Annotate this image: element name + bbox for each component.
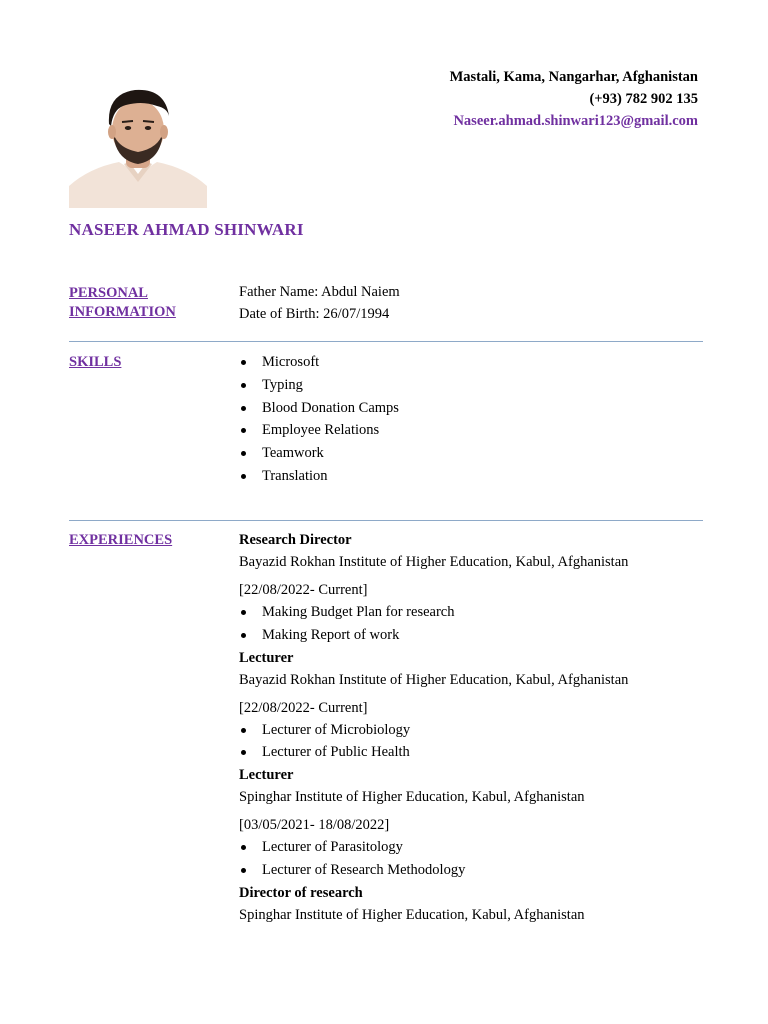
duty-item: Lecturer of Parasitology: [239, 836, 709, 859]
section-label-personal: PERSONAL INFORMATION: [69, 285, 176, 320]
email-link[interactable]: Naseer.ahmad.shinwari123@gmail.com: [453, 113, 698, 129]
job-duties: [239, 719, 709, 765]
duty-item: Lecturer of Public Health: [239, 741, 709, 764]
bullet-icon: [241, 633, 246, 638]
section-divider: [69, 520, 703, 521]
job-title: Lecturer: [239, 649, 294, 666]
bullet-icon: [241, 750, 246, 755]
job-date: [03/05/2021- 18/08/2022]: [239, 817, 390, 834]
bullet-icon: [241, 360, 246, 365]
job-entry: [239, 882, 709, 926]
section-label-experiences: EXPERIENCES: [69, 532, 173, 548]
skill-item: Teamwork: [239, 442, 709, 465]
bullet-icon: [241, 383, 246, 388]
duty-item: Lecturer of Research Methodology: [239, 859, 709, 882]
bullet-icon: [241, 428, 246, 433]
bullet-icon: [241, 868, 246, 873]
bullet-icon: [241, 610, 246, 615]
personal-info-body: [239, 281, 709, 325]
profile-photo: [69, 86, 207, 208]
job-organization: Bayazid Rokhan Institute of Higher Education, Kabul, Afghanistan: [239, 671, 629, 688]
skill-item: Blood Donation Camps: [239, 397, 709, 420]
job-title: Lecturer: [239, 767, 294, 784]
section-label-skills: SKILLS: [69, 354, 122, 370]
skill-item: Microsoft: [239, 351, 709, 374]
experiences-body: [239, 529, 709, 926]
contact-block: [450, 66, 698, 132]
date-of-birth-text: Date of Birth: 26/07/1994: [239, 306, 390, 322]
job-date: [22/08/2022- Current]: [239, 699, 368, 716]
job-entry: [239, 764, 709, 882]
job-date: [22/08/2022- Current]: [239, 582, 368, 598]
job-duties: [239, 836, 709, 882]
skill-item: Translation: [239, 465, 709, 488]
job-organization: Bayazid Rokhan Institute of Higher Education, Kabul, Afghanistan: [239, 554, 629, 570]
skill-item: Typing: [239, 374, 709, 397]
section-divider: [69, 341, 703, 342]
address-text: Mastali, Kama, Nangarhar, Afghanistan: [449, 69, 698, 85]
bullet-icon: [241, 845, 246, 850]
bullet-icon: [241, 406, 246, 411]
bullet-icon: [241, 451, 246, 456]
duty-item: Making Report of work: [239, 624, 709, 647]
father-name-text: Father Name: Abdul Naiem: [239, 284, 400, 300]
job-title: Director of research: [239, 884, 363, 901]
phone-text: (+93) 782 902 135: [589, 91, 698, 107]
duty-item: Making Budget Plan for research: [239, 601, 709, 624]
duty-item: Lecturer of Microbiology: [239, 719, 709, 742]
bullet-icon: [241, 728, 246, 733]
skill-item: Employee Relations: [239, 419, 709, 442]
skills-list: [239, 351, 709, 488]
job-entry: [239, 647, 709, 765]
bullet-icon: [241, 474, 246, 479]
skills-body: [239, 351, 709, 488]
job-title: Research Director: [239, 532, 352, 548]
job-duties: [239, 601, 709, 647]
job-entry: [239, 529, 709, 647]
job-organization: Spinghar Institute of Higher Education, Kabul, Afghanistan: [239, 906, 585, 923]
portrait-image: [69, 86, 207, 208]
job-organization: Spinghar Institute of Higher Education, Kabul, Afghanistan: [239, 789, 585, 806]
candidate-name: NASEER AHMAD SHINWARI: [69, 220, 304, 239]
